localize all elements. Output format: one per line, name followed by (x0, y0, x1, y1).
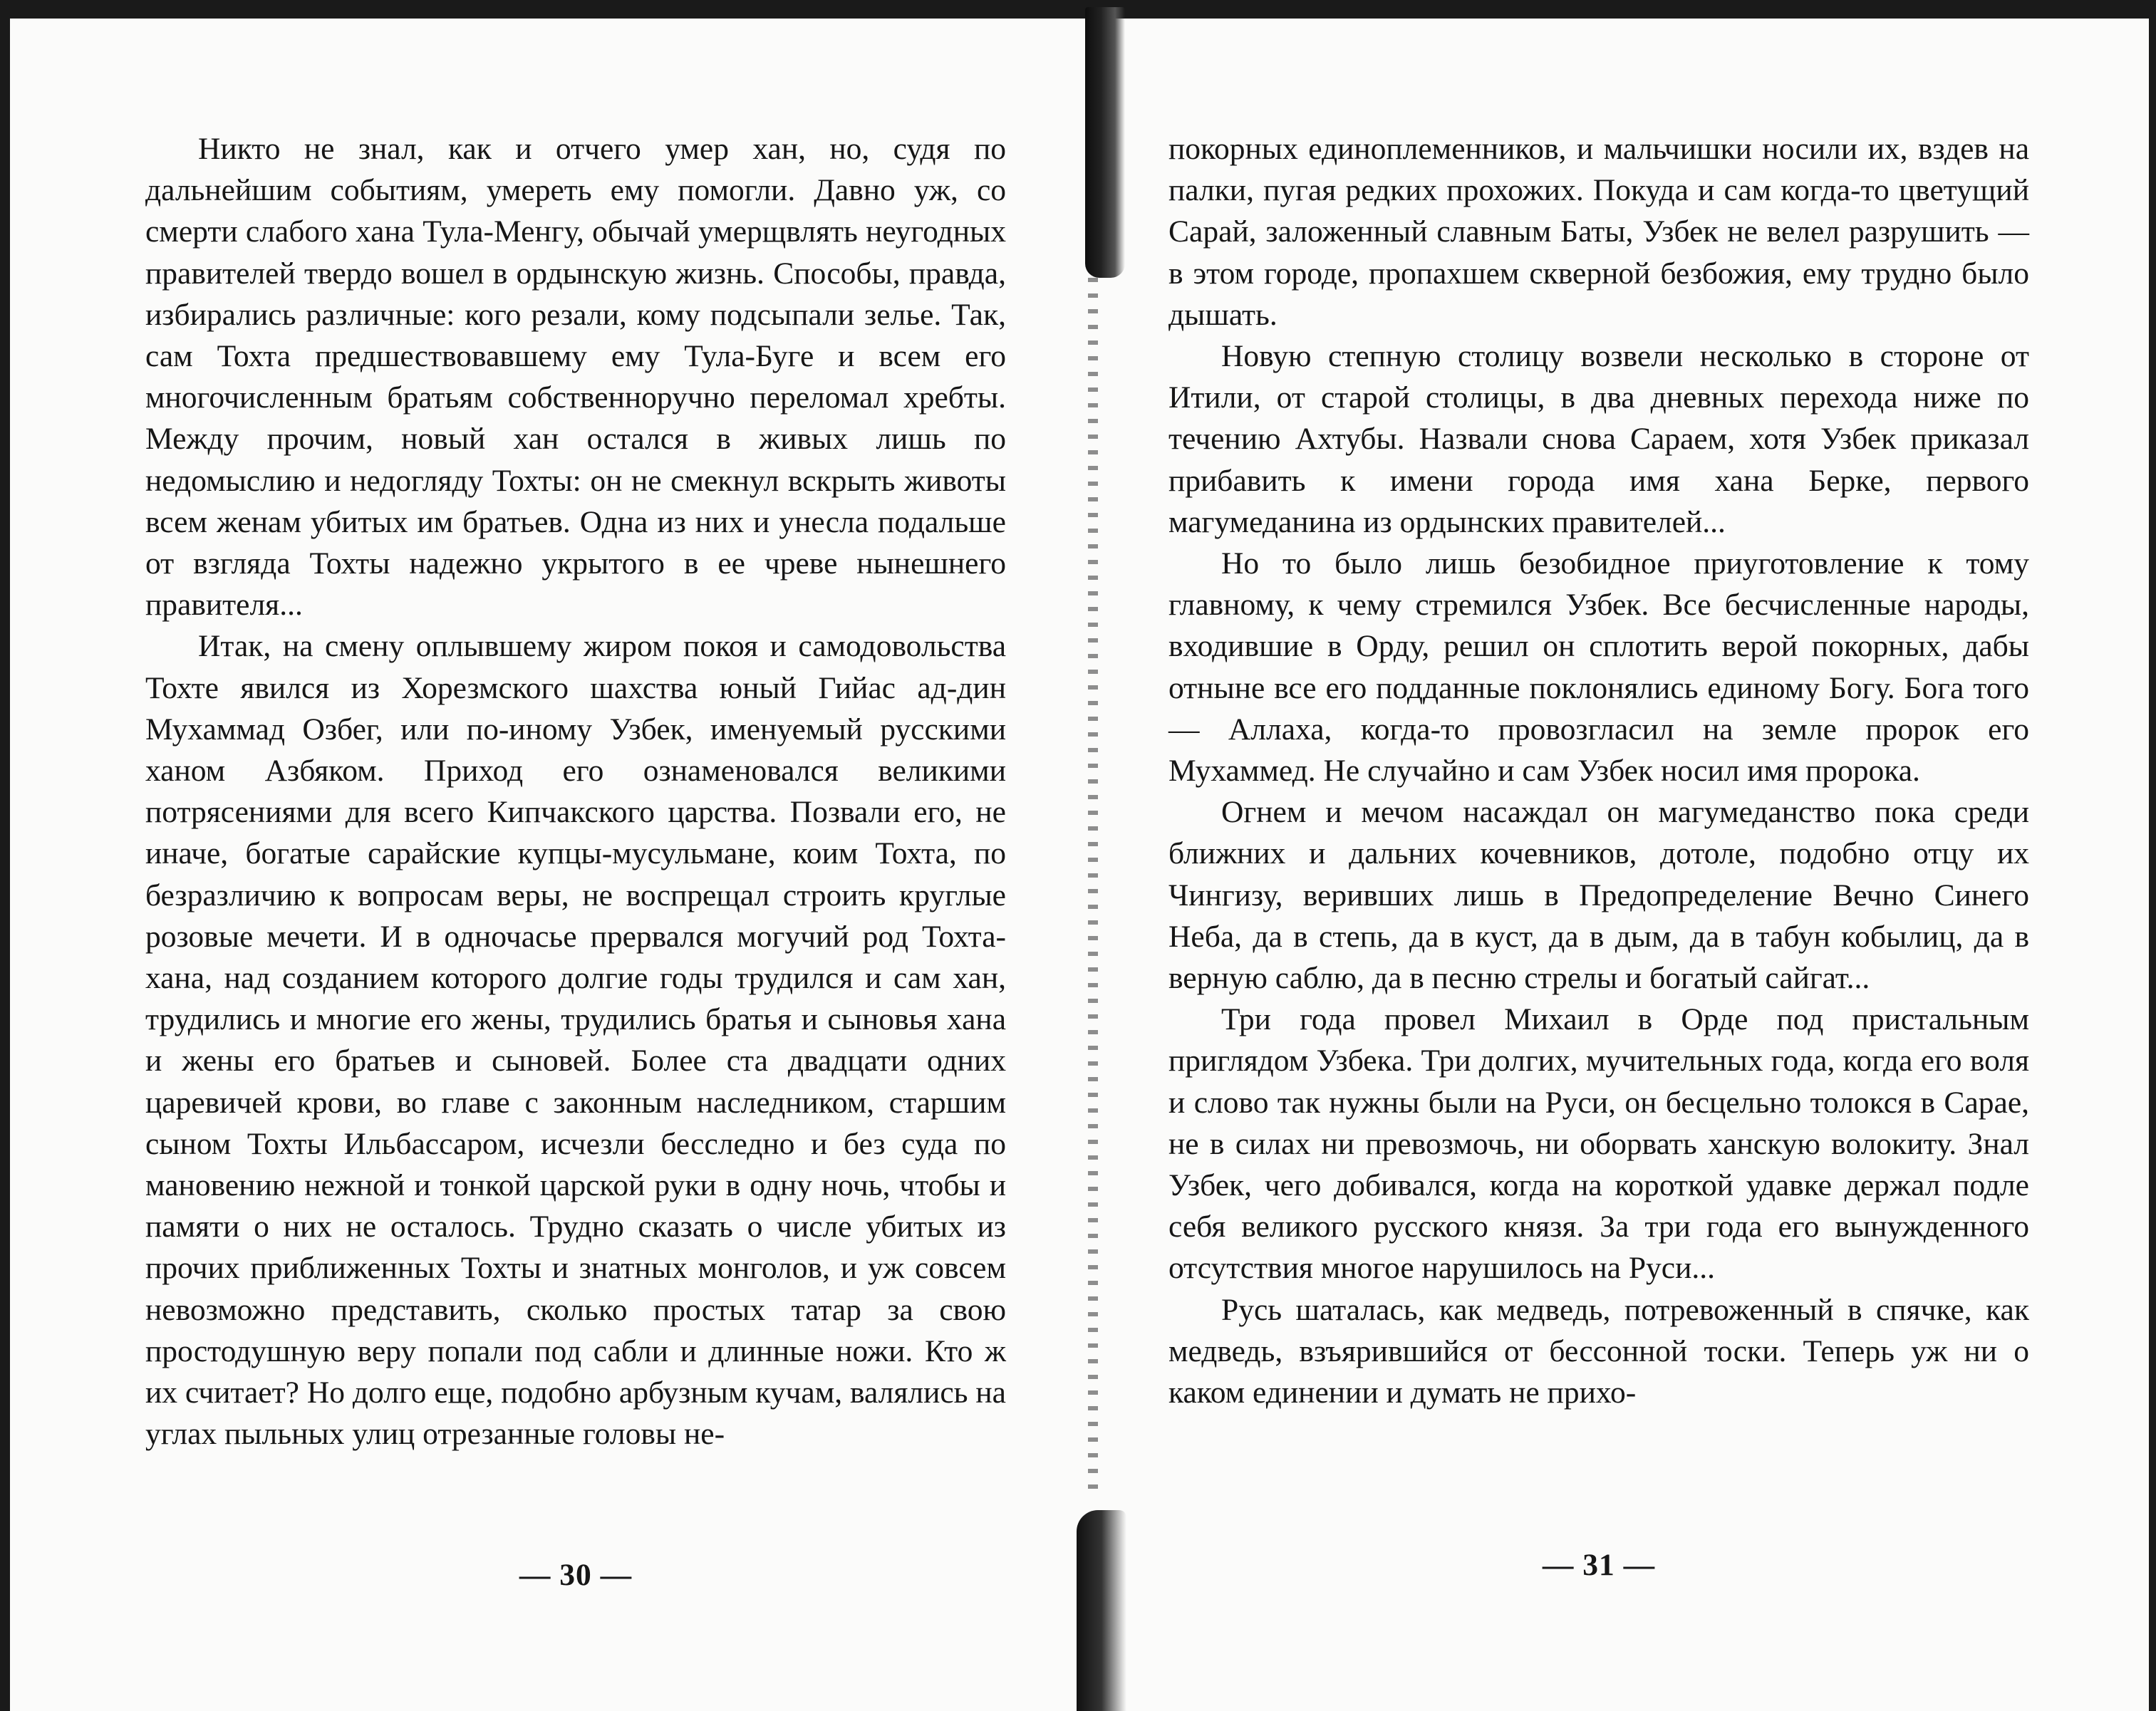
right-page (1168, 128, 2029, 1413)
left-page (145, 128, 1006, 1455)
page-number-right: — 31 — (1542, 1548, 1656, 1582)
paragraph: Три года провел Михаил в Орде под пристальным приглядом Узбека. Три долгих, мучительных года, когда его воля и слово так нужны были на Руси, он бесцельно толокся в Сарае, не в силах ни превозмочь, ни оборвать ханскую волокиту. Знал Узбек, чего добивался, когда на короткой удавке держал подле себя великого русского князя. За три года его вынужденного отсутствия многое нарушилось на Руси... (1168, 1002, 2029, 1286)
gutter-shadow-top (1085, 7, 1125, 278)
paragraph: Но то было лишь безобидное приуготовление к тому главному, к чему стремился Узбек. Все бесчисленные народы, входившие в Орду, решил он сплотить верой покорных, дабы отныне все его подданные поклонялись единому Богу. Бога того — Аллаха, когда-то провозгласил на земле пророк его Мухаммед. Не случайно и сам Узбек носил имя пророка. (1168, 546, 2029, 789)
paragraph: Огнем и мечом насаждал он магумеданство пока среди ближних и дальних кочевников, дотоле, подобно отцу их Чингизу, веривших лишь в Предопределение Вечно Синего Неба, да в степь, да в куст, да в дым, да в табун кобылиц, да в верную саблю, да в песню стрелы и богатый сайгат... (1168, 795, 2029, 996)
page-number-left: — 30 — (519, 1558, 633, 1592)
gutter-shadow-middle (1088, 278, 1098, 1489)
scan-right-edge (2149, 14, 2156, 1711)
paragraph-continuation: покорных единоплеменников, и мальчишки носили их, вздев на палки, пугая редких прохожих. Покуда и сам когда-то цветущий Сарай, заложенный славным Баты, Узбек не велел разрушить — в этом городе, пропахшем скверной безбожия, ему трудно было дышать. (1168, 132, 2029, 332)
paragraph: Никто не знал, как и отчего умер хан, но, судя по дальнейшим событиям, умереть ему помогли. Давно уж, со смерти слабого хана Тула-Менгу, обычай умерщвлять неугодных правителей твердо вошел в ордынскую жизнь. Способы, правда, избирались различные: кого резали, кому подсыпали зелье. Так, сам Тохта предшествовавшему ему Тула-Буге и всем его многочисленным братьям собственноручно переломал хребты. Между прочим, новый хан остался в живых лишь по недомыслию и недогляду Тохты: он не смекнул вскрыть животы всем женам убитых им братьев. Одна из них и унесла подальше от взгляда Тохты надежно укрытого в ее чреве нынешнего правителя... (145, 132, 1006, 623)
paragraph: Итак, на смену оплывшему жиром покоя и самодовольства Тохте явился из Хорезмского шахства юный Гийас ад-дин Мухаммад Озбег, или по-иному Узбек, именуемый русскими ханом Азбяком. Приход его ознаменовался великими потрясениями для всего Кипчакского царства. Позвали его, не иначе, богатые сарайские купцы-мусульмане, коим Тохта, по безразличию к вопросам веры, не воспрещал строить круглые розовые мечети. И в одночасье прервался могучий род Тохта-хана, над созданием которого долгие годы трудился и сам хан, трудились и многие его жены, трудились братья и сыновья хана и жены его братьев и сыновей. Более ста двадцати одних царевичей крови, во главе с законным наследником, старшим сыном Тохты Ильбассаром, исчезли бесследно и без суда по мановению нежной и тонкой царской руки в одну ночь, чтобы и памяти о них не осталось. Трудно сказать о числе убитых из прочих приближенных Тохты и знатных монголов, и уж совсем невозможно представить, сколько простых татар за свою простодушную веру попали под сабли и длинные ножи. Кто ж их считает? Но долго еще, подобно арбузным кучам, валялись на углах пыльных улиц отрезанные головы не- (145, 629, 1006, 1452)
scan-left-edge (0, 0, 10, 1711)
scan-top-edge-right (1083, 3, 2156, 17)
paragraph: Русь шаталась, как медведь, потревоженный в спячке, как медведь, взъярившийся от бессонной тоски. Теперь уж ни о каком единении и думать не прихо- (1168, 1292, 2029, 1410)
paragraph: Новую степную столицу возвели несколько в стороне от Итили, от старой столицы, в два дневных перехода ниже по течению Ахтубы. Назвали снова Сараем, хотя Узбек приказал прибавить к имени города имя хана Берке, первого магумеданина из ордынских правителей... (1168, 339, 2029, 539)
gutter-shadow-bottom (1077, 1510, 1126, 1711)
book-gutter (1072, 0, 1151, 1711)
